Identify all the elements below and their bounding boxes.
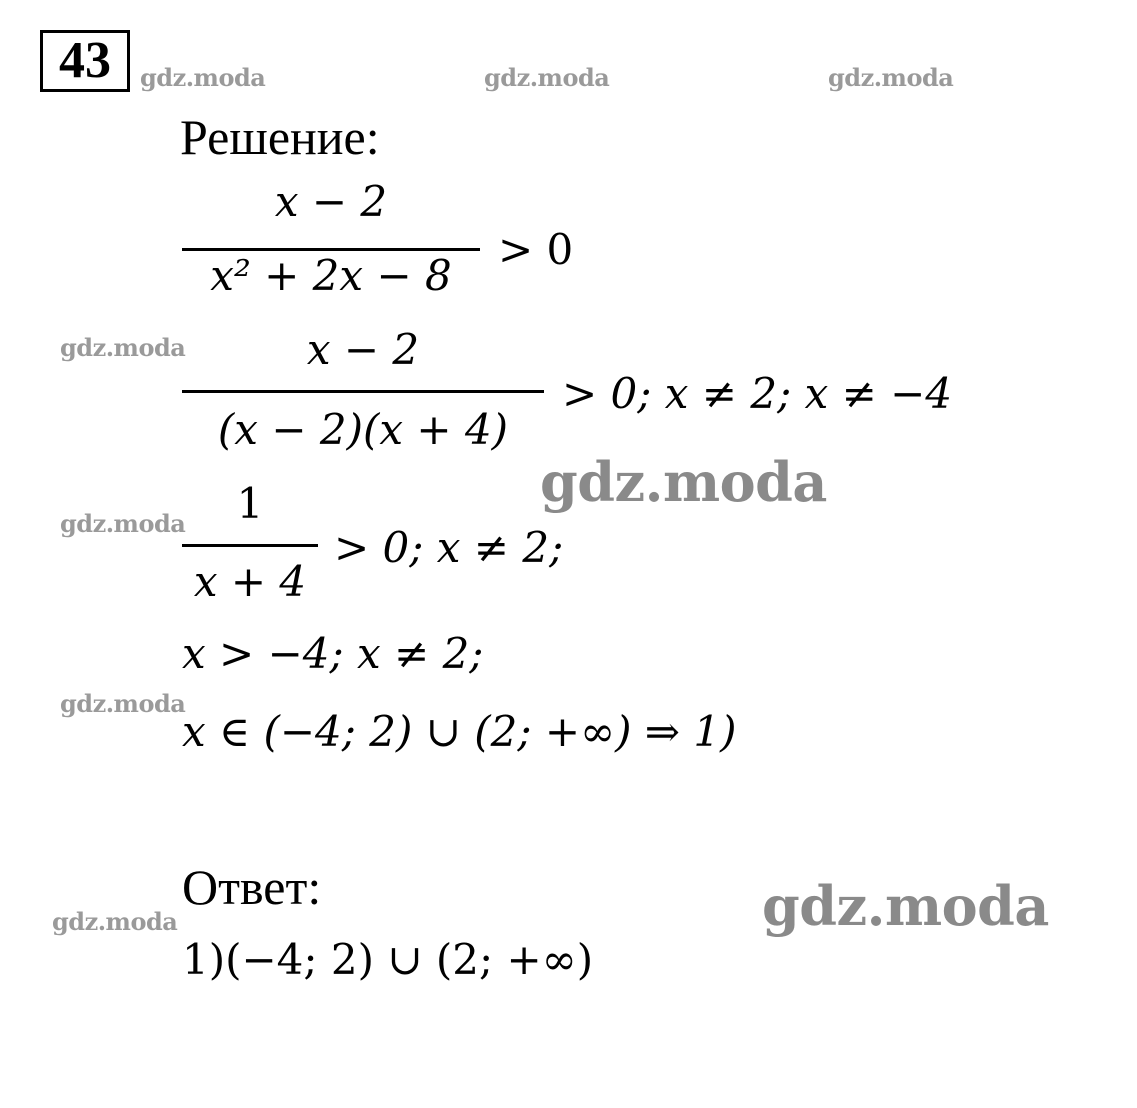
step-4: x > −4; x ≠ 2; <box>182 629 484 678</box>
denominator: x² + 2x − 8 <box>210 251 452 300</box>
watermark: gdz.moda <box>52 907 178 936</box>
watermark: gdz.moda <box>484 63 610 92</box>
problem-number: 43 <box>40 30 130 92</box>
numerator: x − 2 <box>306 325 420 374</box>
solution-heading: Решение: <box>180 109 380 165</box>
denominator: x + 4 <box>193 557 307 606</box>
watermark: gdz.moda <box>60 689 186 718</box>
watermark: gdz.moda <box>60 333 186 362</box>
watermark: gdz.moda <box>828 63 954 92</box>
answer-heading: Ответ: <box>182 859 322 915</box>
inequality-rest-1: > 0 <box>498 225 574 274</box>
fraction-bar <box>182 390 544 393</box>
fraction-bar <box>182 544 318 547</box>
step-5: x ∈ (−4; 2) ∪ (2; +∞) ⇒ 1) <box>182 707 737 756</box>
denominator: (x − 2)(x + 4) <box>217 405 509 454</box>
answer-value: 1)(−4; 2) ∪ (2; +∞) <box>182 935 594 984</box>
numerator: x − 2 <box>274 177 388 226</box>
inequality-rest-2: > 0; x ≠ 2; x ≠ −4 <box>562 369 953 418</box>
fraction-step-3 <box>182 480 318 610</box>
fraction-step-1 <box>182 178 480 308</box>
watermark: gdz.moda <box>60 509 186 538</box>
watermark-large: gdz.moda <box>762 874 1049 938</box>
watermark: gdz.moda <box>140 63 266 92</box>
numerator: 1 <box>236 479 264 528</box>
watermark-large: gdz.moda <box>540 450 827 514</box>
fraction-step-2 <box>182 326 544 462</box>
inequality-rest-3: > 0; x ≠ 2; <box>334 523 564 572</box>
